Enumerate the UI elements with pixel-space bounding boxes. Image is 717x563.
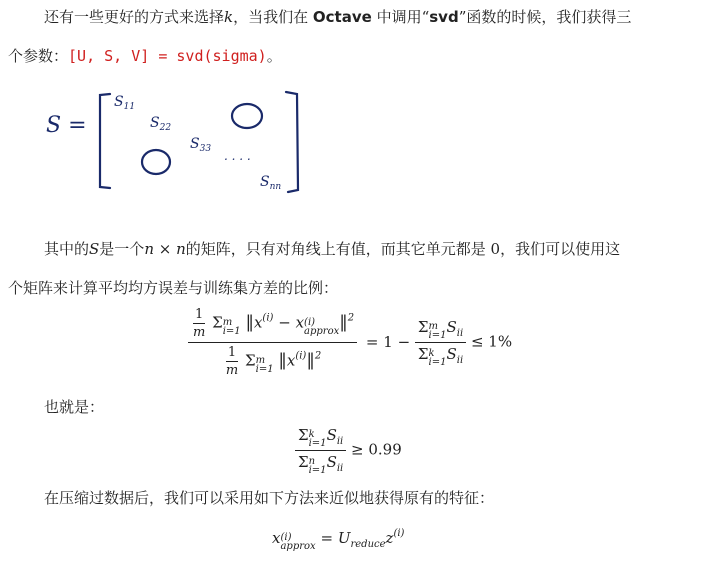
matrix-dots: . . . . [224,149,251,163]
matrix-entry-snn: $S_{nn}$ [260,174,282,192]
paragraph-1-line-1 [44,6,631,27]
paragraph-2-line-1 [44,238,620,259]
svd-code: [U, S, V] = svd(sigma) [68,47,267,65]
var-k: k [224,8,234,26]
eq1-bound: ≤ 1% [470,332,513,351]
para1-text-mid: ，当我们在 [233,8,309,26]
paragraph-3 [44,396,104,417]
equation-error-ratio [188,307,512,378]
para3-text: 也就是： [44,398,105,416]
para2-text-b: 是一个 [99,240,145,258]
matrix-label: S = [46,113,87,138]
var-S: S [89,240,100,258]
para4-text: 在压缩过数据后，我们可以采用如下方法来近似地获得原有的特征： [44,489,495,507]
matrix-entry-s11: $S_{11}$ [114,94,136,112]
para1-text-mid2: 中调用“ [376,8,430,26]
matrix-entry-s33: $S_{33}$ [190,136,212,154]
para1-text: 还有一些更好的方式来选择 [44,8,225,26]
n-times-n: n × n [144,240,186,258]
para1-text-after: ”函数的时候，我们获得三 [458,8,632,26]
paragraph-1-line-2 [8,45,282,66]
para2-text-a: 其中的 [44,240,90,258]
para2-line2-text: 个矩阵来计算平均均方误差与训练集方差的比例： [8,279,339,297]
matrix-entry-s22: $S_{22}$ [150,115,172,133]
equation-reconstruction: x (i) approx = $U_{reduce}z^{(i)}$ [272,528,405,552]
para2-text-c: 的矩阵，只有对角线上有值，而其它单元都是 0，我们可以使用这 [185,240,621,258]
equation-variance-retained [295,426,402,475]
eq1-equals: = 1 − [365,332,411,351]
eq1-right-fraction: Σ m i=1 $S_{ii}$ Σ k i=1 $S_{ii}$ [415,318,466,367]
eq2-bound: ≥ 0.99 [351,440,402,459]
para1-line2-text: 个参数： [8,47,69,65]
paragraph-2-line-2 [8,277,338,298]
para1-line2-end: 。 [266,47,282,65]
paragraph-4 [44,487,494,508]
eq3-equals: = [320,529,334,547]
octave-term: Octave [312,8,372,26]
eq2-fraction: Σ k i=1 $S_{ii}$ Σ n i=1 $S_{ii}$ [295,426,346,475]
svd-term: svd [429,8,459,26]
matrix-s-image [42,82,332,204]
eq1-left-fraction: $\frac{1}{m}$ Σ m i=1 $‖x^{(i)} - x$ (i) approx ‖$^2$ $\frac{1}{m}$ Σ m i=1 $‖x^{(i)}‖^2$ [188,307,357,378]
